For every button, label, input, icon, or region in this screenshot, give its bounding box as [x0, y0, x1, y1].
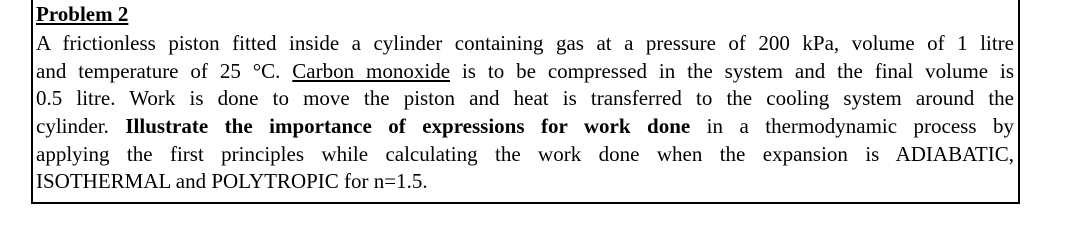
- problem-text-line-6: ISOTHERMAL and POLYTROPIC for n=1.5.: [36, 169, 428, 193]
- problem-title: Problem 2: [36, 2, 129, 26]
- problem-text-line-5: applying the first principles while calculating the work done when the expansion is ADIABATIC,: [36, 142, 1014, 166]
- problem-box: [31, 0, 1020, 204]
- line-2-text-start: and temperature of 25 °C.: [36, 59, 293, 83]
- line-4-bold-emphasis: Illustrate the importance of expressions for work done: [125, 114, 691, 138]
- problem-text-line-4: [36, 114, 1014, 138]
- problem-text-line-2: [36, 59, 1014, 83]
- line-4-text-end: in a thermodynamic process by: [690, 114, 1014, 138]
- carbon-monoxide-link[interactable]: Carbon monoxide: [292, 59, 451, 83]
- problem-text-line-3: 0.5 litre. Work is done to move the piston and heat is transferred to the cooling system around the: [36, 86, 1014, 110]
- line-4-text-start: cylinder.: [36, 114, 126, 138]
- problem-text-line-1: A frictionless piston fitted inside a cylinder containing gas at a pressure of 200 kPa, volume of 1 litre: [36, 31, 1014, 55]
- line-2-text-end: is to be compressed in the system and the final volume is: [450, 59, 1015, 83]
